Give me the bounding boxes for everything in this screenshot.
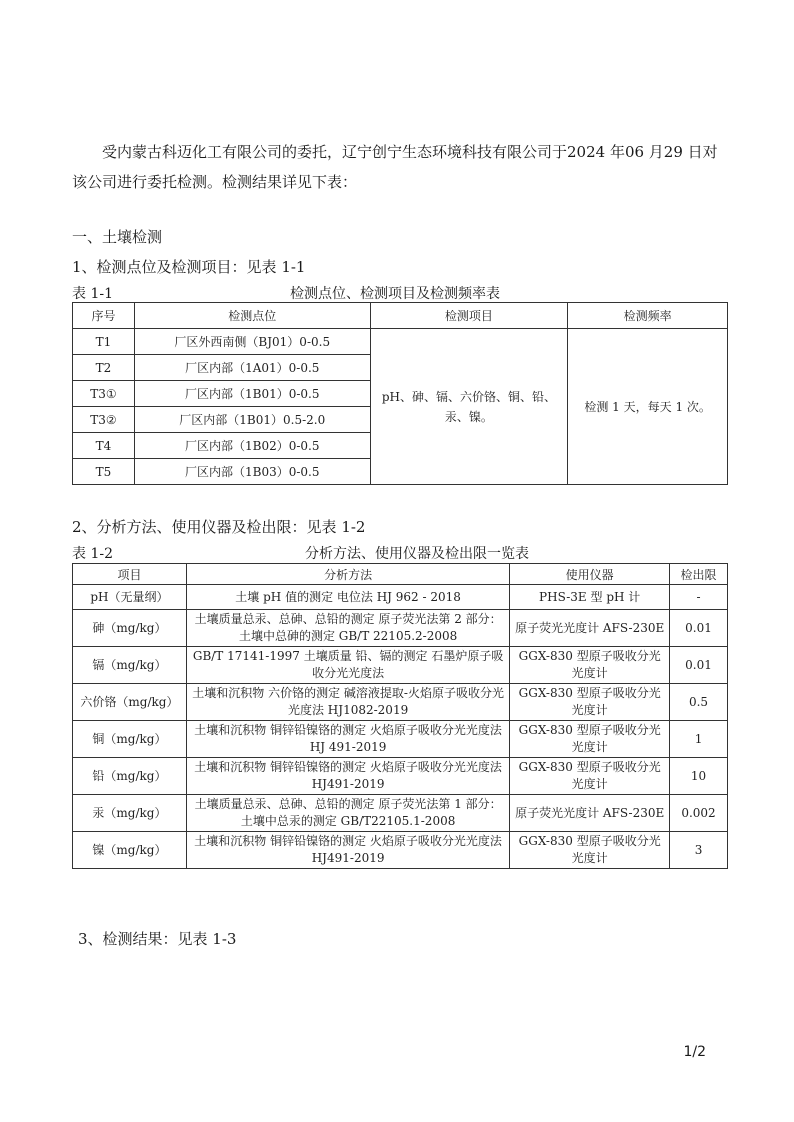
site-location: 厂区内部（1A01）0-0.5 [134,355,370,381]
table1-title: 检测点位、检测项目及检测频率表 [290,286,500,302]
site-number: T2 [73,355,135,381]
analyte: 镍（mg/kg） [73,832,187,869]
site-location: 厂区内部（1B01）0-0.5 [134,381,370,407]
test-frequency: 检测 1 天，每天 1 次。 [568,329,728,485]
header-cell: 检出限 [670,564,728,585]
table-row [73,329,728,355]
analyte: 砷（mg/kg） [73,610,187,647]
site-location: 厂区内部（1B01）0.5-2.0 [134,407,370,433]
page-number: 1/2 [683,1044,706,1060]
analyte: 六价铬（mg/kg） [73,684,187,721]
table2-title: 分析方法、使用仪器及检出限一览表 [305,546,529,562]
test-items: pH、砷、镉、六价铬、铜、铅、汞、镍。 [370,329,568,485]
table-row [73,585,728,610]
intro-paragraph: 受内蒙古科迈化工有限公司的委托，辽宁创宁生态环境科技有限公司于2024 年06 月29 日对该公司进行委托检测。检测结果详见下表： [72,143,718,191]
analysis-method: 土壤和沉积物 铜锌铅镍铬的测定 火焰原子吸收分光光度法 HJ491-2019 [186,758,509,795]
table-row [73,758,728,795]
detection-limit: 0.01 [670,610,728,647]
instrument: GGX-830 型原子吸收分光光度计 [510,721,670,758]
header-cell: 检测频率 [568,303,728,329]
detection-limit: 0.002 [670,795,728,832]
instrument: 原子荧光光度计 AFS-230E [510,610,670,647]
header-cell: 检测项目 [370,303,568,329]
site-number: T3② [73,407,135,433]
instrument: GGX-830 型原子吸收分光光度计 [510,832,670,869]
analyte: 铜（mg/kg） [73,721,187,758]
detection-limit: 0.5 [670,684,728,721]
detection-limit: - [670,585,728,610]
table-row [73,684,728,721]
table-row [73,795,728,832]
detection-limit: 0.01 [670,647,728,684]
site-number: T3① [73,381,135,407]
site-location: 厂区外西南侧（BJ01）0-0.5 [134,329,370,355]
instrument: GGX-830 型原子吸收分光光度计 [510,647,670,684]
analyte: 镉（mg/kg） [73,647,187,684]
table-row [73,721,728,758]
header-cell: 项目 [73,564,187,585]
analyte: 汞（mg/kg） [73,795,187,832]
table1-label: 表 1-1 [72,286,113,302]
subheading-methods: 2、分析方法、使用仪器及检出限：见表 1-2 [72,518,366,536]
table-header-row [73,303,728,329]
site-number: T4 [73,433,135,459]
analysis-method: 土壤质量总汞、总砷、总铅的测定 原子荧光法第 2 部分：土壤中总砷的测定 GB/T 22105.2-2008 [186,610,509,647]
table-row [73,832,728,869]
table-row [73,647,728,684]
header-cell: 分析方法 [186,564,509,585]
analysis-method: 土壤和沉积物 铜锌铅镍铬的测定 火焰原子吸收分光光度法 HJ 491-2019 [186,721,509,758]
sites-table [72,302,728,485]
table2-label: 表 1-2 [72,546,113,562]
table-row [73,610,728,647]
detection-limit: 10 [670,758,728,795]
site-location: 厂区内部（1B02）0-0.5 [134,433,370,459]
site-location: 厂区内部（1B03）0-0.5 [134,459,370,485]
analysis-method: 土壤 pH 值的测定 电位法 HJ 962 - 2018 [186,585,509,610]
site-number: T1 [73,329,135,355]
instrument: 原子荧光光度计 AFS-230E [510,795,670,832]
subheading-results: 3、检测结果：见表 1-3 [78,930,237,948]
analyte: pH（无量纲） [73,585,187,610]
site-number: T5 [73,459,135,485]
detection-limit: 1 [670,721,728,758]
analysis-method: GB/T 17141-1997 土壤质量 铅、镉的测定 石墨炉原子吸收分光光度法 [186,647,509,684]
analysis-method: 土壤质量总汞、总砷、总铅的测定 原子荧光法第 1 部分：土壤中总汞的测定 GB/T22105.1-2008 [186,795,509,832]
analysis-method: 土壤和沉积物 六价铬的测定 碱溶液提取-火焰原子吸收分光光度法 HJ1082-2019 [186,684,509,721]
header-cell: 序号 [73,303,135,329]
header-cell: 使用仪器 [510,564,670,585]
subheading-sites: 1、检测点位及检测项目：见表 1-1 [72,258,306,276]
instrument: PHS-3E 型 pH 计 [510,585,670,610]
header-cell: 检测点位 [134,303,370,329]
analyte: 铅（mg/kg） [73,758,187,795]
detection-limit: 3 [670,832,728,869]
analysis-method: 土壤和沉积物 铜锌铅镍铬的测定 火焰原子吸收分光光度法 HJ491-2019 [186,832,509,869]
instrument: GGX-830 型原子吸收分光光度计 [510,684,670,721]
table-header-row [73,564,728,585]
section-heading-soil: 一、土壤检测 [72,228,163,246]
instrument: GGX-830 型原子吸收分光光度计 [510,758,670,795]
methods-table [72,563,728,869]
